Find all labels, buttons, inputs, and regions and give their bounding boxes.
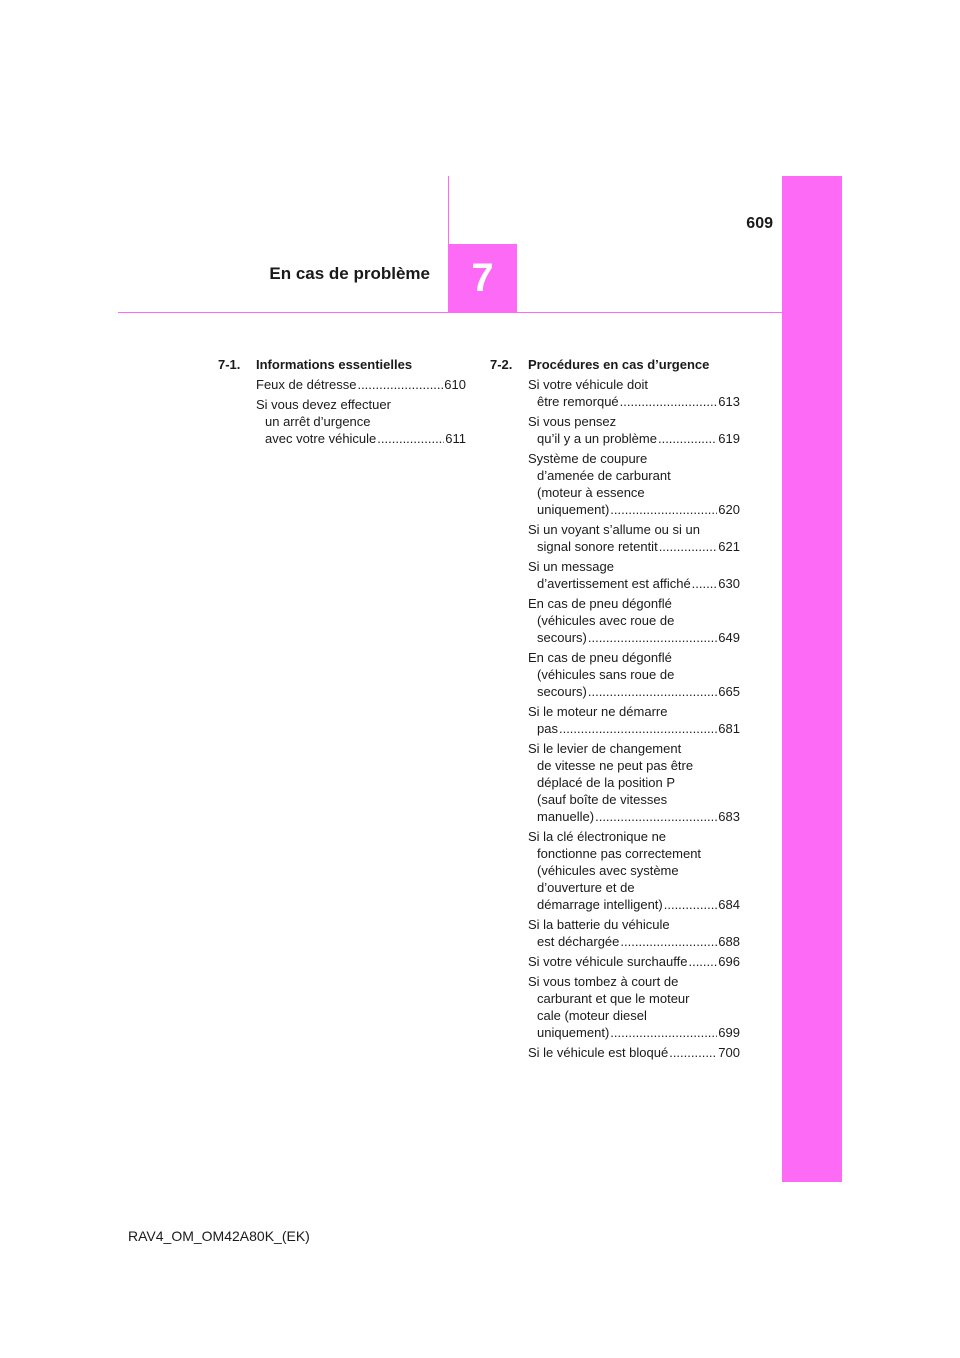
dot-leader	[610, 501, 717, 518]
toc-entry-page: 688	[718, 934, 740, 949]
toc-entry-page: 610	[444, 377, 466, 392]
toc-entry[interactable]	[256, 396, 466, 447]
dot-leader	[688, 953, 717, 970]
toc-entry-text: carburant et que le moteur	[537, 991, 690, 1006]
dot-leader	[620, 933, 717, 950]
toc-entry-page: 683	[718, 809, 740, 824]
toc-entry-text: secours)	[537, 630, 587, 645]
toc-entry-text: (véhicules sans roue de	[537, 667, 675, 682]
dot-leader	[595, 808, 717, 825]
toc-entry-text: Feux de détresse	[256, 377, 357, 392]
dot-leader	[588, 683, 717, 700]
toc-entry-text: uniquement)	[537, 502, 610, 517]
toc-entry[interactable]	[528, 740, 740, 825]
footer-document-code: RAV4_OM_OM42A80K_(EK)	[128, 1228, 310, 1244]
toc-entry[interactable]	[528, 595, 740, 646]
toc-entry[interactable]	[528, 703, 740, 737]
toc-entry-text: d’avertissement est affiché	[537, 576, 691, 591]
toc-entry[interactable]	[528, 521, 740, 555]
toc-entry-last-line	[528, 720, 740, 737]
toc-entry-last-line	[256, 376, 466, 393]
toc-entry-text: un arrêt d’urgence	[265, 414, 371, 429]
toc-entry[interactable]	[528, 376, 740, 410]
toc-entry-text: Si la clé électronique ne	[528, 829, 667, 844]
toc-entry-text: fonctionne pas correctement	[537, 846, 702, 861]
toc-entry-text: Si un voyant s’allume ou si un	[528, 522, 700, 537]
toc-entry-last-line	[528, 1024, 740, 1041]
toc-entry[interactable]	[528, 916, 740, 950]
toc-entry-text: Si le levier de changement	[528, 741, 682, 756]
toc-entry-text: Si un message	[528, 559, 614, 574]
toc-entry-text: Si votre véhicule doit	[528, 377, 648, 392]
toc-entry-text: (sauf boîte de vitesses	[537, 792, 668, 807]
dot-leader	[658, 430, 717, 447]
section-heading	[218, 356, 466, 373]
dot-leader	[664, 896, 718, 913]
toc-entry-last-line	[528, 575, 740, 592]
toc-entry-last-line	[528, 953, 740, 970]
toc-entry-last-line	[528, 896, 740, 913]
toc-entry-text: Système de coupure	[528, 451, 648, 466]
toc-entry-text: être remorqué	[537, 394, 619, 409]
toc-entry-last-line	[528, 538, 740, 555]
chapter-title: En cas de problème	[269, 264, 430, 283]
toc-entry-page: 613	[718, 394, 740, 409]
dot-leader	[620, 393, 718, 410]
dot-leader	[659, 538, 718, 555]
toc-entry-page: 630	[718, 576, 740, 591]
toc-entry-text: uniquement)	[537, 1025, 610, 1040]
toc-entry[interactable]	[528, 828, 740, 913]
toc-entry-last-line	[528, 501, 740, 518]
toc-entry-text: Si le véhicule est bloqué	[528, 1045, 669, 1060]
toc-entry-page: 619	[718, 431, 740, 446]
toc-entry-text: (véhicules avec système	[537, 863, 679, 878]
toc-entry[interactable]	[528, 450, 740, 518]
toc-entry[interactable]	[528, 558, 740, 592]
section-heading	[490, 356, 740, 373]
toc-entry-last-line	[528, 1044, 740, 1061]
dot-leader	[377, 430, 444, 447]
toc-entry-last-line	[528, 808, 740, 825]
toc-entry-text: manuelle)	[537, 809, 595, 824]
toc-entry-text: qu’il y a un problème	[537, 431, 657, 446]
toc-entry-last-line	[528, 629, 740, 646]
toc-entry-text: d’ouverture et de	[537, 880, 635, 895]
toc-entry-page: 700	[718, 1045, 740, 1060]
dot-leader	[559, 720, 717, 737]
toc-entry-text: Si vous tombez à court de	[528, 974, 679, 989]
toc-entry-page: 665	[718, 684, 740, 699]
dot-leader	[588, 629, 717, 646]
chapter-number-box: 7	[448, 244, 517, 313]
toc-entry-text: est déchargée	[537, 934, 620, 949]
toc-entry-page: 681	[718, 721, 740, 736]
section-title: Procédures en cas d’urgence	[528, 357, 710, 372]
toc-entry[interactable]	[256, 376, 466, 393]
toc-entry-page: 684	[718, 897, 740, 912]
toc-entry-page: 621	[718, 539, 740, 554]
toc-entry[interactable]	[528, 1044, 740, 1061]
toc-entry-text: (véhicules avec roue de	[537, 613, 675, 628]
section-number: 7-2.	[490, 357, 513, 372]
toc-entry-text: En cas de pneu dégonflé	[528, 650, 672, 665]
toc-entry-text: signal sonore retentit	[537, 539, 658, 554]
toc-entry-last-line	[528, 933, 740, 950]
toc-entry-text: Si vous devez effectuer	[256, 397, 391, 412]
toc-entry-last-line	[528, 393, 740, 410]
toc-entry-text: de vitesse ne peut pas être	[537, 758, 694, 773]
dot-leader	[669, 1044, 717, 1061]
toc-entry-text: Si le moteur ne démarre	[528, 704, 668, 719]
toc-entry-text: avec votre véhicule	[265, 431, 377, 446]
chapter-side-tab	[782, 176, 842, 1182]
toc-entry-last-line	[528, 430, 740, 447]
toc-column-left	[218, 356, 466, 450]
dot-leader	[692, 575, 718, 592]
toc-entry-text: (moteur à essence	[537, 485, 645, 500]
toc-entry[interactable]	[528, 953, 740, 970]
toc-entry-text: Si vous pensez	[528, 414, 617, 429]
toc-entry-text: Si votre véhicule surchauffe	[528, 954, 688, 969]
page-number: 609	[746, 215, 773, 232]
toc-entry[interactable]	[528, 973, 740, 1041]
toc-entry[interactable]	[528, 649, 740, 700]
section-number: 7-1.	[218, 357, 241, 372]
toc-entry-text: Si la batterie du véhicule	[528, 917, 670, 932]
toc-entry-page: 696	[718, 954, 740, 969]
section-title: Informations essentielles	[256, 357, 413, 372]
toc-entry-page: 699	[718, 1025, 740, 1040]
toc-entry-page: 620	[718, 502, 740, 517]
toc-entry-text: d’amenée de carburant	[537, 468, 671, 483]
dot-leader	[610, 1024, 717, 1041]
toc-entry-text: démarrage intelligent)	[537, 897, 663, 912]
toc-entry-text: pas	[537, 721, 558, 736]
toc-entry-text: En cas de pneu dégonflé	[528, 596, 672, 611]
toc-entry-text: déplacé de la position P	[537, 775, 676, 790]
toc-entry-page: 649	[718, 630, 740, 645]
toc-entry-text: cale (moteur diesel	[537, 1008, 647, 1023]
dot-leader	[357, 376, 443, 393]
toc-entry-last-line	[256, 430, 466, 447]
toc-column-right	[490, 356, 740, 1064]
toc-entry-page: 611	[445, 431, 466, 446]
toc-entry-last-line	[528, 683, 740, 700]
toc-entry[interactable]	[528, 413, 740, 447]
toc-entry-text: secours)	[537, 684, 587, 699]
